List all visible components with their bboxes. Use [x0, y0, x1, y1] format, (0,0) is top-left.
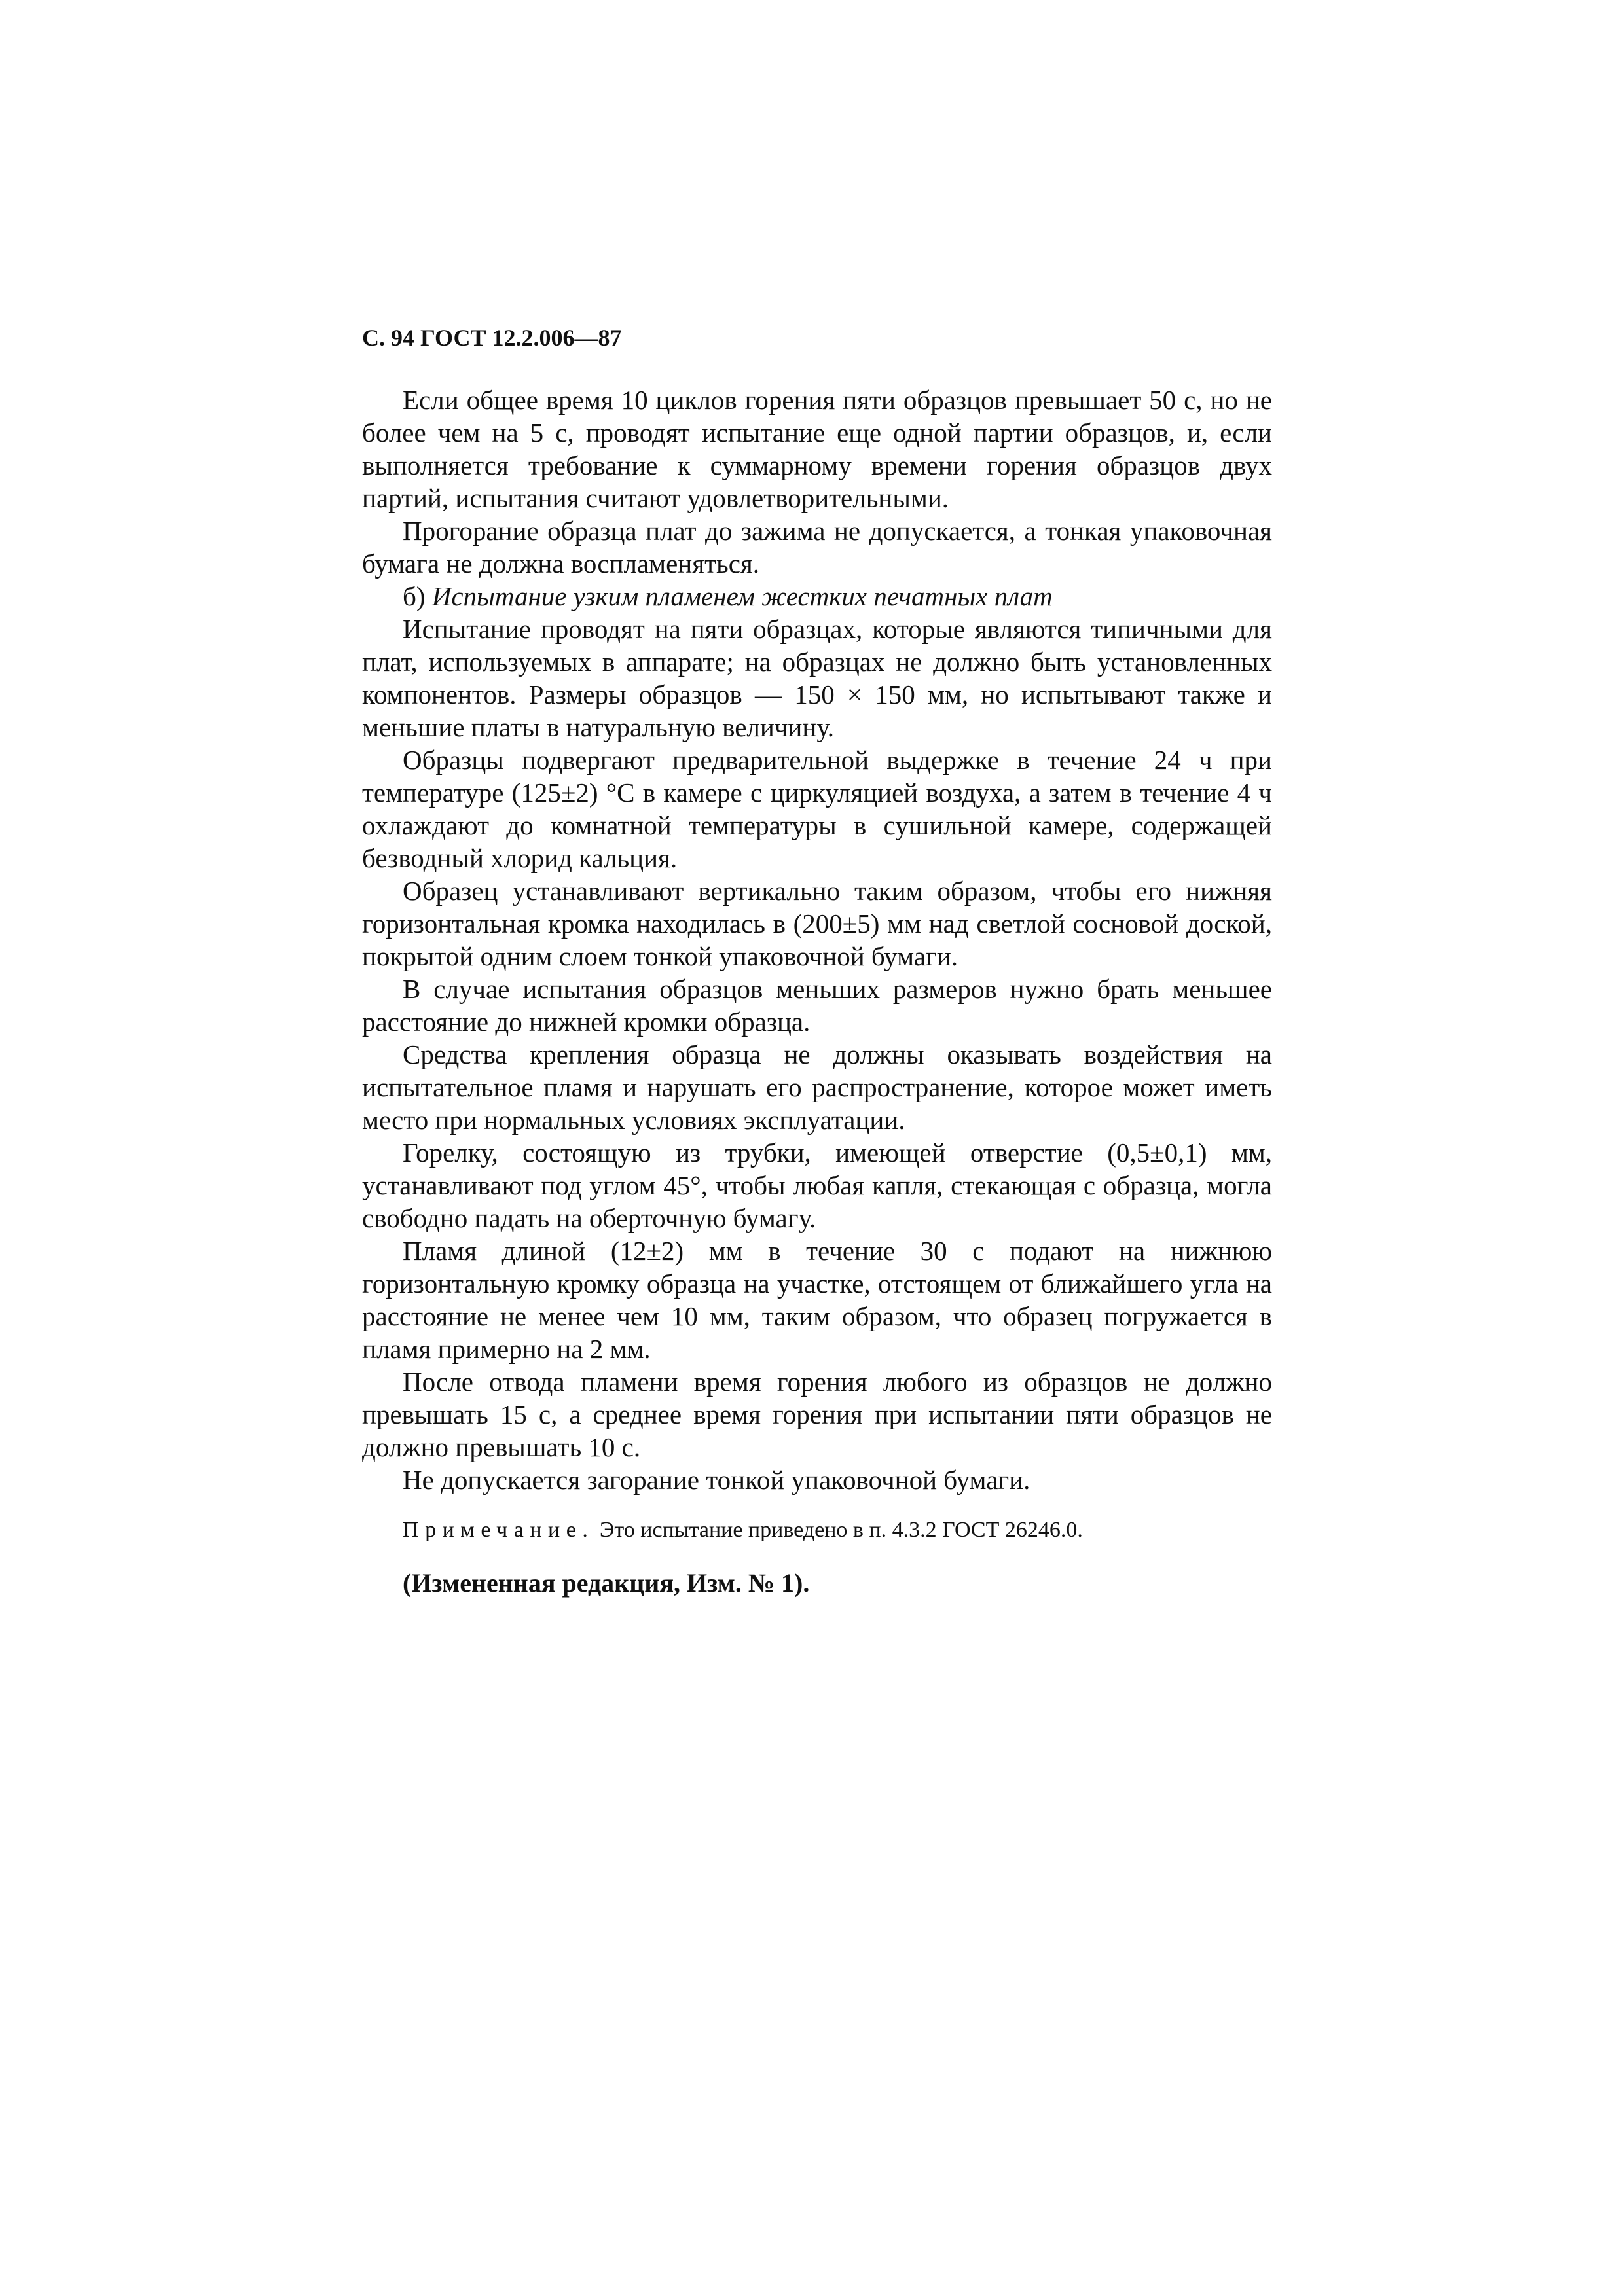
section-heading-needle-flame-test: [362, 580, 1272, 613]
body-text: [362, 384, 1272, 1600]
amendment-note: (Измененная редакция, Изм. № 1).: [403, 1568, 810, 1598]
paragraph-total-burning-time: Если общее время 10 циклов горения пяти образцов превышает 50 с, но не более чем на 5 с, проводят испытание еще одной партии образцов, и, если выполняется требование к суммарному времени горения образцов двух партий, испытания считают удовлетворительными.: [362, 385, 1272, 513]
paragraph-burn-through: Прогорание образца плат до зажима не допускается, а тонкая упаковочная бумага не должна воспламеняться.: [362, 516, 1272, 579]
paragraph-smaller-specimens: В случае испытания образцов меньших размеров нужно брать меньшее расстояние до нижней кромки образца.: [362, 974, 1272, 1037]
paragraph-paper-ignition: Не допускается загорание тонкой упаковочной бумаги.: [403, 1465, 1030, 1495]
paragraph-fixing-means: Средства крепления образца не должны оказывать воздействия на испытательное пламя и нарушать его распространение, которое может иметь место при нормальных условиях эксплуатации.: [362, 1039, 1272, 1135]
note-label: Примечание.: [403, 1518, 594, 1542]
paragraph-flame-application: Пламя длиной (12±2) мм в течение 30 с подают на нижнюю горизонтальную кромку образца на участке, отстоящем от ближайшего угла на расстояние не менее чем 10 мм, таким образом, что образец погружается в пламя примерно на 2 мм.: [362, 1236, 1272, 1364]
paragraph-specimen-mounting: Образец устанавливают вертикально таким образом, чтобы его нижняя горизонтальная кромка находилась в (200±5) мм над светлой сосновой доской, покрытой одним слоем тонкой упаковочной бумаги.: [362, 876, 1272, 971]
note-text: Это испытание приведено в п. 4.3.2 ГОСТ 26246.0.: [599, 1518, 1083, 1542]
paragraph-burner: Горелку, состоящую из трубки, имеющей отверстие (0,5±0,1) мм, устанавливают под углом 45°, чтобы любая капля, стекающая с образца, могла свободно падать на оберточную бумагу.: [362, 1138, 1272, 1233]
paragraph-specimens: Испытание проводят на пяти образцах, которые являются типичными для плат, используемых в аппарате; на образцах не должно быть установленных компонентов. Размеры образцов — 150 × 150 мм, но испытывают также и меньшие платы в натуральную величину.: [362, 614, 1272, 742]
page-header: С. 94 ГОСТ 12.2.006—87: [362, 325, 622, 351]
paragraph-preconditioning: Образцы подвергают предварительной выдержке в течение 24 ч при температуре (125±2) °С в камере с циркуляцией воздуха, а затем в течение 4 ч охлаждают до комнатной температуры в сушильной камере, содержащей безводный хлорид кальция.: [362, 745, 1272, 873]
note: [362, 1516, 1272, 1545]
paragraph-burning-time-limits: После отвода пламени время горения любого из образцов не должно превышать 15 с, а среднее время горения при испытании пяти образцов не должно превышать 10 с.: [362, 1367, 1272, 1462]
section-marker: б): [403, 581, 426, 611]
section-heading-text: Испытание узким пламенем жестких печатных плат: [431, 581, 1053, 611]
